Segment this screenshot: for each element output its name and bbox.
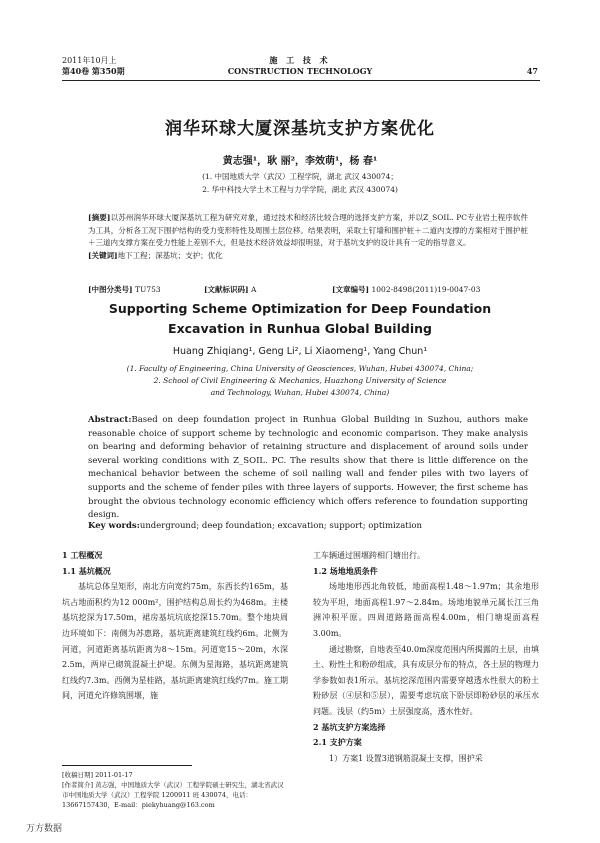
footnote-divider — [62, 765, 192, 766]
title-en-line-1: Supporting Scheme Optimization for Deep Foundation — [108, 301, 492, 316]
doc-value: A — [251, 285, 257, 294]
abstract-en-label: Abstract: — [88, 415, 132, 425]
journal-name-en: CONSTRUCTION TECHNOLOGY — [227, 66, 373, 76]
keywords-en — [88, 521, 528, 531]
affiliation-en-1: (1. Faculty of Engineering, China University of Geosciences, Wuhan, Hubei 430074, China; — [126, 364, 474, 373]
keywords-en-label: Key words: — [88, 521, 140, 531]
issue-date: 2011年10月上 — [62, 56, 117, 65]
section-heading-1-2: 1.2 场地地质条件 — [313, 565, 378, 576]
abstract-en — [88, 414, 528, 523]
header-journal — [0, 55, 600, 77]
title-en-line-2: Excavation in Runhua Global Building — [168, 321, 432, 336]
keywords-cn-text: 地下工程；深基坑；支护；优化 — [117, 250, 223, 260]
author-info: [作者简介] 黄志强，中国地质大学（武汉）工程学院硕士研究生，湖北省武汉市中国地质大学（武汉）工程学院 1200911 班 430074，电话：13667157430，E-mail：piekyhuang@163.com — [62, 781, 284, 809]
page-number: 47 — [526, 66, 538, 76]
clc-label: [中图分类号] — [88, 285, 133, 294]
article-value: 1002-8498(2011)19-0047-03 — [371, 285, 481, 294]
abstract-en-text: Based on deep foundation project in Runhua Global Building in Suzhou, authors make reasonable choice of support scheme by technologic and economic comparison. They make analysis on bearing and deforming behavior of retaining structure and displacement of around soils under several working conditions with Z_SOIL. PC. The results show that there is little difference on the mechanical behavior between the scheme of soil nailing wall and fender piles with two layers of supports and the scheme of fender piles with three layers of supports. However, the first scheme has brought the obvious technology economic efficiency which offers reference to foundation supporting design. — [88, 415, 528, 521]
keywords-cn — [88, 250, 528, 263]
title-en — [0, 299, 600, 339]
received-date: [收稿日期] 2011-01-17 — [62, 771, 133, 779]
watermark-text: 万方数据 — [26, 824, 63, 834]
affiliation-en-3: and Technology, Wuhan, Hubei 430074, China) — [210, 388, 390, 397]
affiliation-cn-1: (1. 中国地质大学（武汉）工程学院，湖北 武汉 430074； — [202, 172, 398, 181]
article-label: [文章编号] — [332, 285, 370, 294]
affiliation-en-2: 2. School of Civil Engineering & Mechanics, Huazhong University of Science — [153, 376, 447, 385]
clc-number — [88, 284, 161, 295]
title-cn: 润华环球大厦深基坑支护方案优化 — [165, 119, 435, 139]
body-column-left — [62, 548, 288, 704]
section-heading-1-1: 1.1 基坑概况 — [62, 565, 111, 576]
doc-code — [204, 284, 256, 295]
abstract-cn-label: [摘要] — [88, 213, 111, 222]
footnote — [62, 770, 288, 810]
clc-value: TU753 — [135, 285, 161, 294]
abstract-cn-text: 以苏州润华环球大厦深基坑工程为研究对象，通过技术和经济比较合理的选择支护方案，并以Z_SOIL. PC专业岩土程序软件为工具，分析各工况下围护结构的受力变形特性及周围土层位移。结果表明，采取土钉墙和围护桩＋二道内支撑的方案相对于围护桩＋三道内支撑方案在受力性能上差别不大，但是技术经济效益却很明显，对于基坑支护的设计具有一定的指导意义。 — [88, 213, 528, 247]
header-divider — [62, 80, 540, 81]
article-number — [332, 284, 480, 295]
authors-en: Huang Zhiqiang¹, Geng Li², Li Xiaomeng¹, Yang Chun¹ — [172, 346, 428, 357]
section-heading-2: 2 基坑支护方案选择 — [313, 721, 386, 732]
affiliations-cn — [0, 170, 600, 196]
paragraph-excavation-overview: 基坑总体呈矩形，南北方向宽约75m，东西长约165m，基坑占地面积约为12 000m²，围护结构总周长约为468m。主楼基坑挖深为17.50m，裙房基坑坑底挖深15.70m。整个地块周边环境如下：南侧为苏惠路，基坑距离建筑红线约6m。北侧为河道，河道距离基坑距离为8～15m。河道宽15～20m，水深2.5m，两岸已砌筑混凝土护堤。东侧为星海路，基坑距离建筑红线约7.3m。西侧为星桂路，基坑距离建筑红线约7m。施工期间，河道允许修筑围堰，施 — [62, 582, 288, 701]
abstract-cn — [88, 212, 528, 262]
body-column-right — [313, 548, 539, 766]
affiliation-cn-2: 2. 华中科技大学土木工程与力学学院，湖北 武汉 430074) — [202, 185, 398, 194]
paragraph-site-terrain: 场地地形西北角较低，地面高程1.48～1.97m；其余地形较为平坦，地面高程1.97～2.84m。场地地貌单元属长江三角洲冲积平原。四周道路路面高程4.00m，相门塘堤面高程3.00m。 — [313, 582, 539, 638]
keywords-cn-label: [关键词] — [88, 250, 118, 260]
paragraph-scheme-1: 1）方案1 设置3道钢筋混凝土支撑，围护采 — [329, 753, 483, 763]
section-heading-1: 1 工程概况 — [62, 550, 103, 560]
paragraph-soil-layers: 通过勘察，自地表至40.0m深度范围内所揭露的土层，由填土、粉性土和粉砂组成，具有成层分布的特点，各土层的物理力学参数如表1所示。基坑挖深范围内需要穿越透水性很大的粉土粉砂层（④层和⑤层），需要考虑坑底下卧层即粉砂层的承压水问题。浅层（约5m）土层强度高，透水性好。 — [313, 644, 539, 716]
paragraph-continuation: 工车辆通过围堰跨相门塘出行。 — [313, 551, 425, 560]
journal-name-cn: 施 工 技 术 — [269, 55, 331, 65]
affiliations-en — [0, 363, 600, 399]
issue-volume: 第40卷 第350期 — [62, 66, 125, 76]
section-heading-2-1: 2.1 支护方案 — [313, 737, 362, 748]
authors-cn: 黄志强¹，耿 丽²，李效萌¹，杨 春¹ — [222, 156, 378, 167]
doc-label: [文献标识码] — [204, 285, 249, 294]
keywords-en-text: underground; deep foundation; excavation; support; optimization — [139, 521, 422, 531]
